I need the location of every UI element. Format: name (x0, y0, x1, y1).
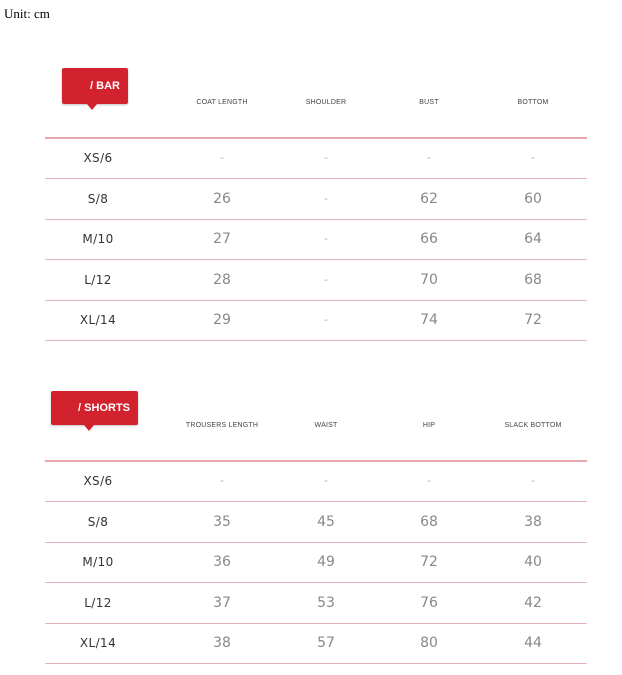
measurement-cell: 70 (420, 271, 438, 288)
tag-pointer-icon (87, 104, 97, 110)
measurement-cell: 76 (420, 594, 438, 611)
category-tag-label: / SHORTS (78, 402, 130, 414)
measurement-cell: - (324, 272, 328, 286)
measurement-cell: 74 (420, 312, 438, 329)
measurement-cell: 40 (524, 554, 542, 571)
measurement-cell: 44 (524, 635, 542, 652)
size-label: S/8 (87, 514, 109, 529)
column-header: COAT LENGTH (196, 99, 248, 106)
size-label: L/12 (84, 595, 112, 610)
measurement-cell: 42 (524, 594, 542, 611)
measurement-cell: 72 (420, 554, 438, 571)
table-row (45, 260, 587, 300)
measurement-cell: 64 (524, 231, 542, 248)
column-header: BOTTOM (517, 99, 549, 106)
table-row (45, 623, 587, 663)
measurement-cell: 57 (317, 635, 335, 652)
measurement-cell: 72 (524, 312, 542, 329)
table-row (45, 138, 587, 178)
size-label: XL/14 (79, 636, 117, 651)
measurement-cell: - (324, 232, 328, 246)
measurement-cell: - (220, 151, 224, 164)
column-header: WAIST (314, 422, 338, 429)
tag-pointer-icon (84, 425, 94, 431)
measurement-cell: 80 (420, 635, 438, 652)
measurement-cell: 26 (213, 190, 231, 207)
size-label: XS/6 (83, 151, 113, 165)
measurement-cell: 45 (317, 513, 335, 530)
table-row (45, 542, 587, 582)
measurement-cell: - (531, 474, 535, 487)
measurement-cell: 27 (213, 231, 231, 248)
measurement-cell: 66 (420, 231, 438, 248)
column-header: SHOULDER (305, 99, 347, 106)
table-row (45, 300, 587, 340)
row-divider (45, 340, 587, 341)
column-header: BUST (419, 99, 439, 106)
measurement-cell: 38 (524, 513, 542, 530)
measurement-cell: 53 (317, 594, 335, 611)
row-divider (45, 663, 587, 664)
measurement-cell: - (220, 474, 224, 487)
measurement-cell: 49 (317, 554, 335, 571)
category-tag (62, 68, 128, 104)
measurement-cell: - (427, 151, 431, 164)
size-label: M/10 (82, 555, 114, 570)
measurement-cell: - (324, 313, 328, 327)
measurement-cell: - (531, 151, 535, 164)
measurement-cell: 35 (213, 513, 231, 530)
size-label: XL/14 (79, 313, 117, 328)
table-row (45, 461, 587, 501)
size-label: XS/6 (83, 474, 113, 488)
size-label: M/10 (82, 232, 114, 247)
measurement-cell: 28 (213, 271, 231, 288)
measurement-cell: - (324, 191, 328, 205)
measurement-cell: - (427, 474, 431, 487)
size-label: S/8 (87, 191, 109, 206)
measurement-cell: 38 (213, 635, 231, 652)
category-tag (51, 391, 138, 425)
measurement-cell: 37 (213, 594, 231, 611)
measurement-cell: 62 (420, 190, 438, 207)
measurement-cell: 68 (524, 271, 542, 288)
measurement-cell: - (324, 151, 328, 164)
measurement-cell: 36 (213, 554, 231, 571)
measurement-cell: 68 (420, 513, 438, 530)
table-row (45, 502, 587, 542)
table-row (45, 219, 587, 259)
column-header: SLACK BOTTOM (504, 422, 562, 429)
table-row (45, 583, 587, 623)
measurement-cell: 29 (213, 312, 231, 329)
category-tag-label: / BAR (90, 80, 120, 92)
measurement-cell: - (324, 474, 328, 487)
column-header: TROUSERS LENGTH (185, 422, 259, 429)
measurement-cell: 60 (524, 190, 542, 207)
column-header: HIP (422, 422, 436, 429)
table-row (45, 179, 587, 219)
unit-label: Unit: cm (4, 6, 50, 21)
size-label: L/12 (84, 272, 112, 287)
